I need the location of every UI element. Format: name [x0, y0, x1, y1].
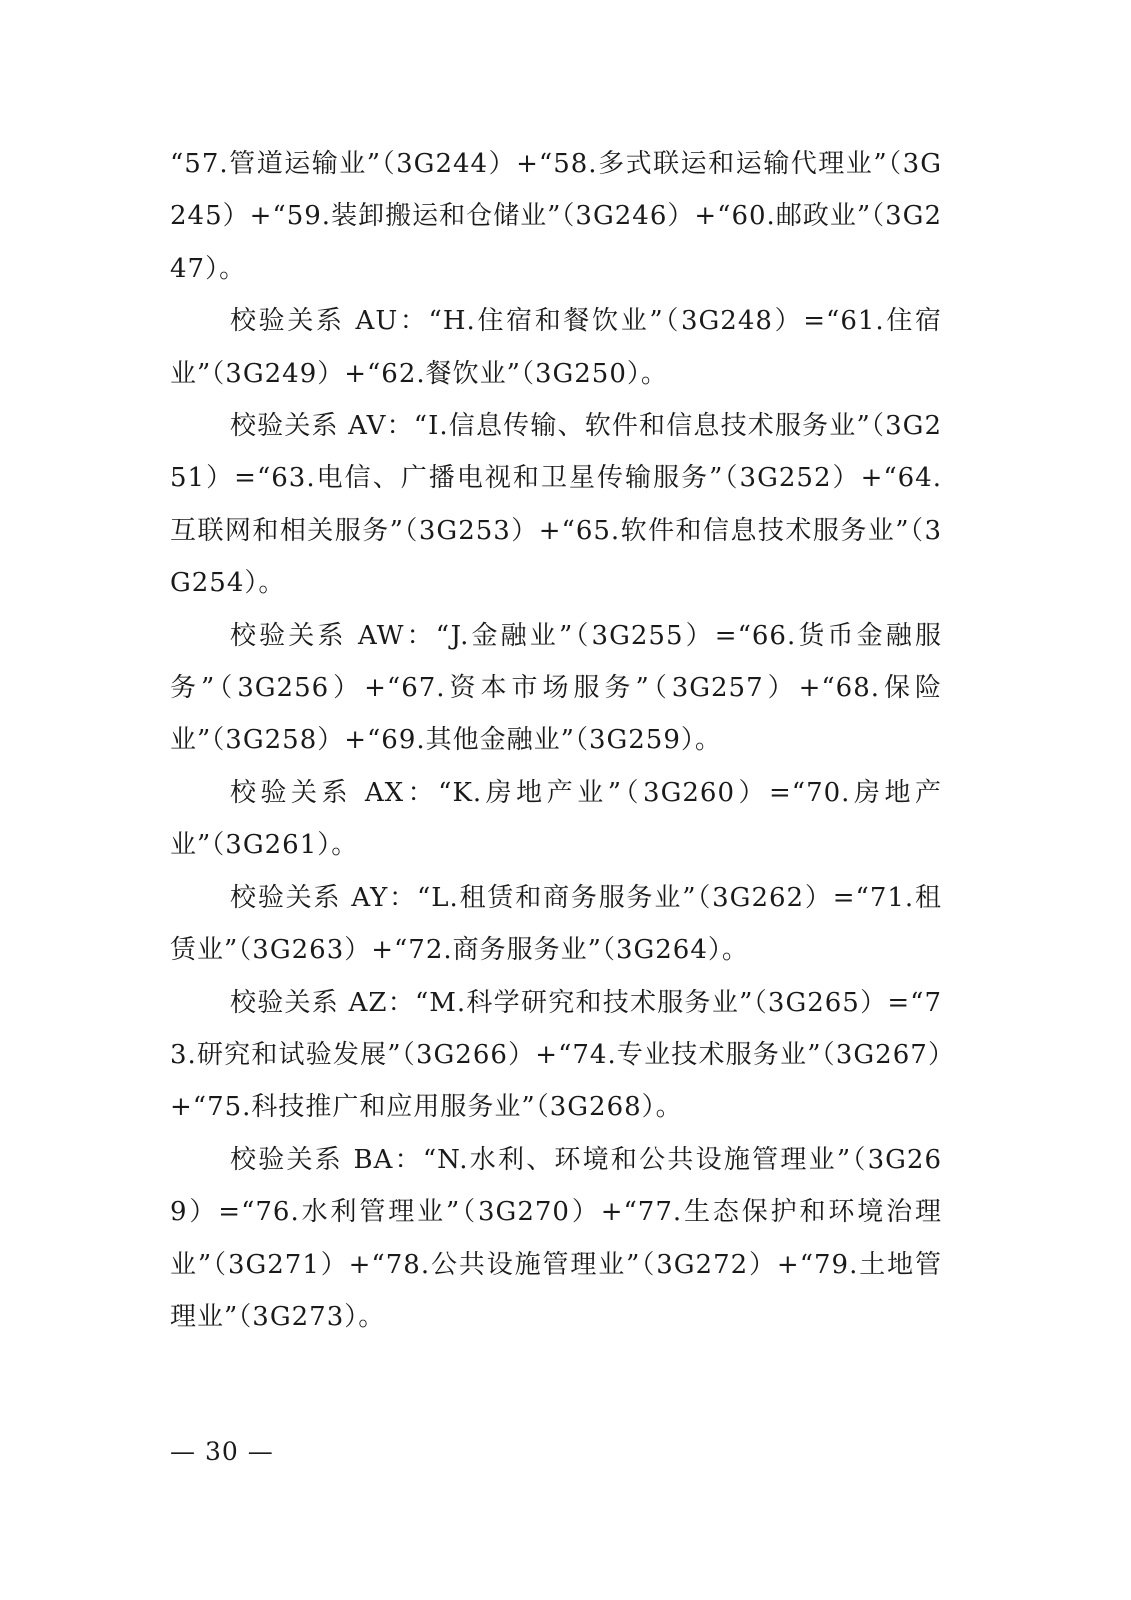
paragraph-check-ay: 校验关系 AY：“L.租赁和商务服务业”（3G262）=“71.租赁业”（3G263）+“72.商务服务业”（3G264）。: [170, 882, 942, 966]
paragraph-check-au: 校验关系 AU：“H.住宿和餐饮业”（3G248）=“61.住宿业”（3G249）+“62.餐饮业”（3G250）。: [170, 306, 942, 389]
paragraph-check-az: 校验关系 AZ：“M.科学研究和技术服务业”（3G265）=“73.研究和试验发展”（3G266）+“74.专业技术服务业”（3G267）+“75.科技推广和应用服务业”（3G268）。: [170, 987, 942, 1123]
paragraph-check-aw: 校验关系 AW：“J.金融业”（3G255）=“66.货币金融服务”（3G256）+“67.资本市场服务”（3G257）+“68.保险业”（3G258）+“69.其他金融业”（3G259）。: [170, 620, 942, 756]
paragraph-continuation: “57.管道运输业”（3G244）+“58.多式联运和运输代理业”（3G245）+“59.装卸搬运和仓储业”（3G246）+“60.邮政业”（3G247）。: [170, 149, 942, 284]
document-body: [170, 138, 942, 1343]
page-number: — 30 —: [170, 1437, 274, 1466]
paragraph-check-ax: 校验关系 AX：“K.房地产业”（3G260）=“70.房地产业”（3G261）。: [170, 777, 942, 861]
paragraph-check-av: 校验关系 AV：“I.信息传输、软件和信息技术服务业”（3G251）=“63.电信、广播电视和卫星传输服务”（3G252）+“64.互联网和相关服务”（3G253）+“65.软件和信息技术服务业”（3G254）。: [170, 411, 942, 599]
paragraph-check-ba: 校验关系 BA：“N.水利、环境和公共设施管理业”（3G269）=“76.水利管理业”（3G270）+“77.生态保护和环境治理业”（3G271）+“78.公共设施管理业”（3G272）+“79.土地管理业”（3G273）。: [170, 1144, 942, 1332]
